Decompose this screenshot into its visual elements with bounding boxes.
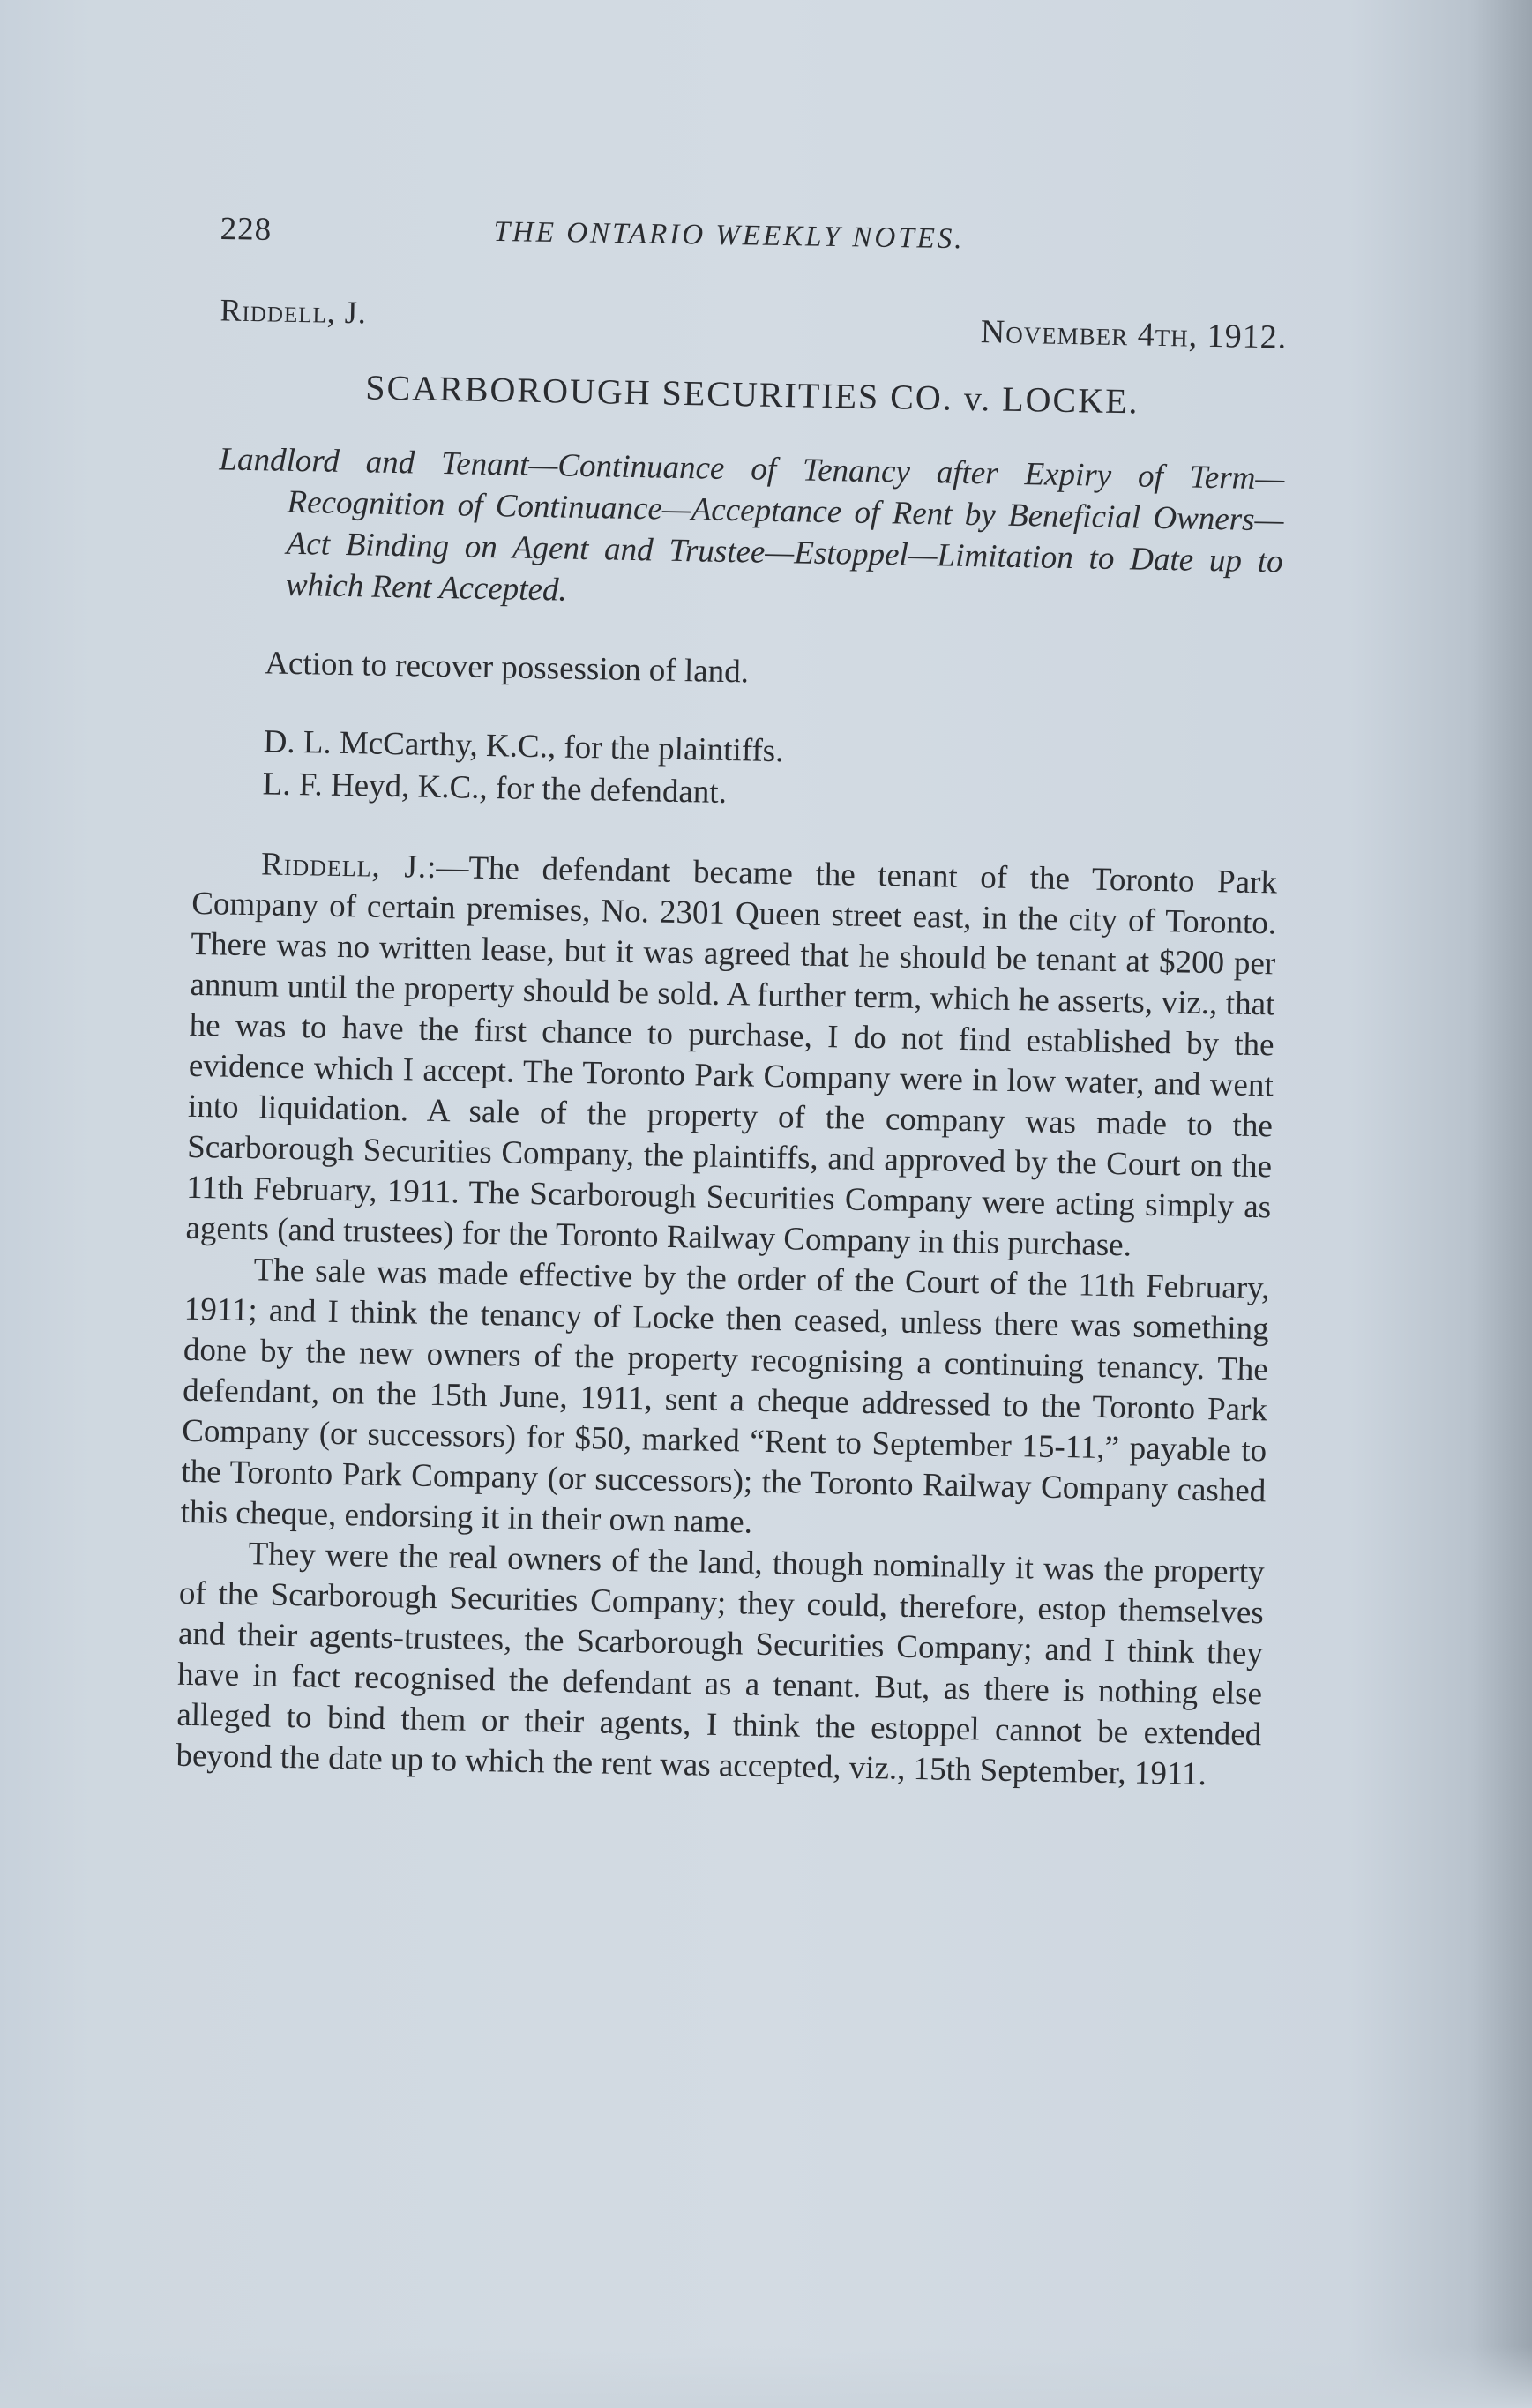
case-title: SCARBOROUGH SECURITIES CO. v. LOCKE. [364,367,1140,422]
running-head [220,210,1279,280]
page-bottom-shade [0,2346,1532,2408]
judgment-paragraph-3: They were the real owners of the land, though nominally it was the property of the Scarborough Securities Company; they could, therefore, estop themselves and their agents-trustees, the Scarborough Securities Company; and I think they have in fact recognised the defendant as a tenant. But, as there is nothing else alleged to bind them or their agents, I think the estoppel cannot be extended beyond the date up to which the rent was accepted, viz., 15th September, 1911. [176,1536,1265,1793]
judgment-judge-name: Riddell, J. [260,846,428,886]
journal-title: THE ONTARIO WEEKLY NOTES. [493,215,965,256]
judgment-paragraph-1 [185,843,1277,1268]
judge-date-line [220,291,1288,363]
action-description: Action to recover possession of land. [264,645,750,691]
counsel-list [262,721,1280,824]
headnote: Landlord and Tenant—Continuance of Tenancy after Expiry of Term—Recognition of Continuance—Acceptance of Rent by Beneficial Owners—Act Binding on Agent and Trustee—Estoppel—Limitation to Date up to which Rent Accepted. [219,441,1285,609]
counsel-defendant: L. F. Heyd, K.C., for the defendant. [262,766,728,811]
counsel-plaintiffs: D. L. McCarthy, K.C., for the plaintiffs. [263,723,784,770]
judgment-paragraph-1-text: :—The defendant became the tenant of the Toronto Park Company of certain premises, No. 2301 Queen street east, in the city of Toronto. There was no written lease, but it was agreed that he should be tenant at $200 per annum until the property should be sold. A further term, which he asserts, viz., that he was to have the first chance to purchase, I do not find established by the evidence which I accept. The Toronto Park Company were in low water, and went into liquidation. A sale of the property of the company was made to the Scarborough Securities Company, the plaintiffs, and approved by the Court on the 11th February, 1911. The Scarborough Securities Company were acting simply as agents (and trustees) for the Toronto Railway Company in this purchase. [185,849,1278,1264]
judgment-paragraph-2: The sale was made effective by the order of the Court of the 11th February, 1911; and I think the tenancy of Locke then ceased, unless there was something done by the new owners of the property recognising a continuing tenancy. The defendant, on the 15th June, 1911, sent a cheque addressed to the Toronto Park Company (or successors) for $50, marked “Rent to September 15-11,” payable to the Toronto Park Company (or successors); the Toronto Railway Company cashed this cheque, endorsing it in their own name. [180,1252,1270,1541]
page-number: 228 [220,210,273,248]
decision-date: November 4th, 1912. [980,313,1288,356]
judge-name: Riddell, J. [220,292,368,331]
text-block [176,291,1288,1796]
